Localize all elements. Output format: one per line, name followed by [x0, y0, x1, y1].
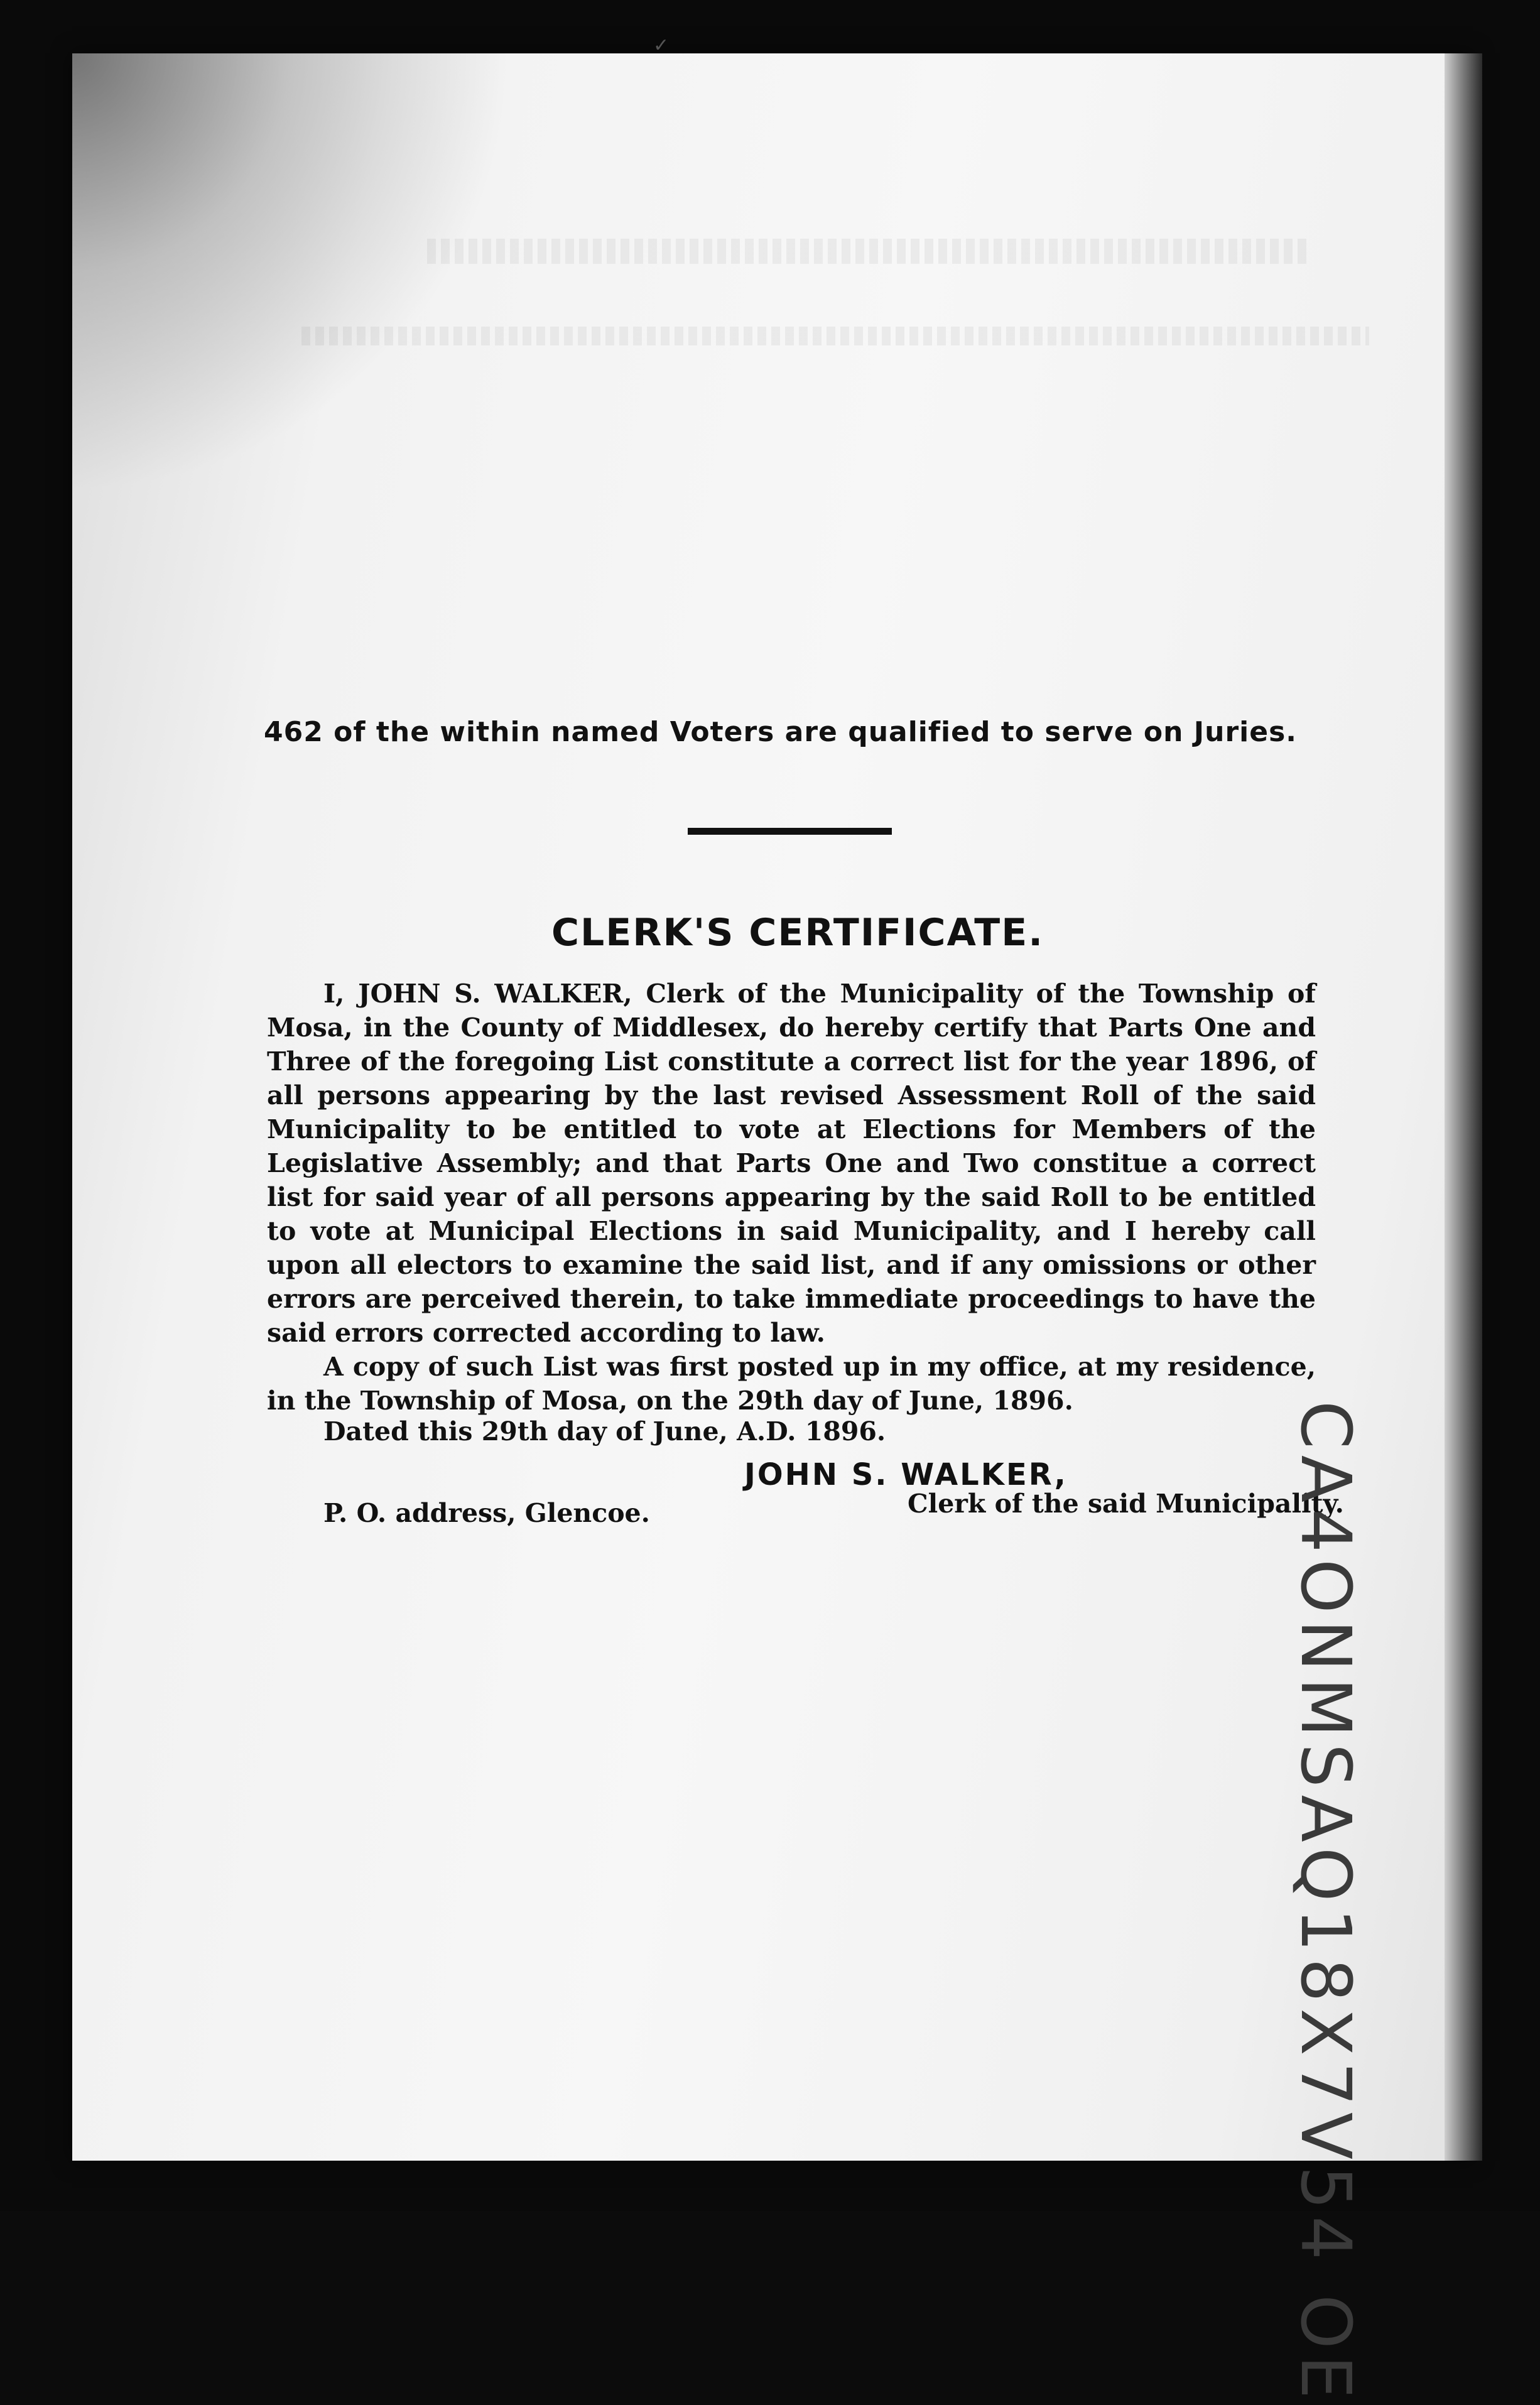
bleed-through-text — [427, 239, 1306, 264]
po-address: P. O. address, Glencoe. — [323, 1498, 650, 1528]
certificate-title: CLERK'S CERTIFICATE. — [551, 911, 1044, 955]
certificate-paragraph: I, JOHN S. WALKER, Clerk of the Municipality of the Township of Mosa, in the County of Middlesex, do hereby certify that Parts One and Three of the foregoing List constitute a correct list for the year 1896, of all persons appearing by the last revised Assessment Roll of the said Municipality to be entitled to vote at Elections for Members of the Legislative Assembly; and that Parts One and Two constitue a correct list for said year of all persons appearing by the said Roll to be entitled to vote at Municipal Elections in said Municipality, and I hereby call upon all electors to examine the said list, and if any omissions or other errors are perceived therein, to take immediate proceedings to have the said errors corrected according to law. — [267, 979, 1316, 1348]
pen-mark: ✓ — [653, 35, 670, 57]
bleed-through-text — [301, 327, 1369, 345]
date-line: Dated this 29th day of June, A.D. 1896. — [323, 1416, 886, 1447]
handwritten-archive-code: CA4ONMSAQ18X7V54 OE — [1286, 1401, 1366, 2405]
certificate-paragraph: A copy of such List was first posted up in my office, at my residence, in the Township of Mosa, on the 29th day of June, 1896. — [267, 1352, 1316, 1416]
certificate-body — [267, 977, 1316, 1418]
signer-name: JOHN S. WALKER, — [744, 1457, 1068, 1492]
page-right-edge — [1445, 53, 1482, 2161]
jury-voters-line: 462 of the within named Voters are qualified to serve on Juries. — [264, 716, 1298, 748]
clerk-title: Clerk of the said Municipality. — [908, 1489, 1344, 1519]
divider-rule — [688, 828, 892, 835]
